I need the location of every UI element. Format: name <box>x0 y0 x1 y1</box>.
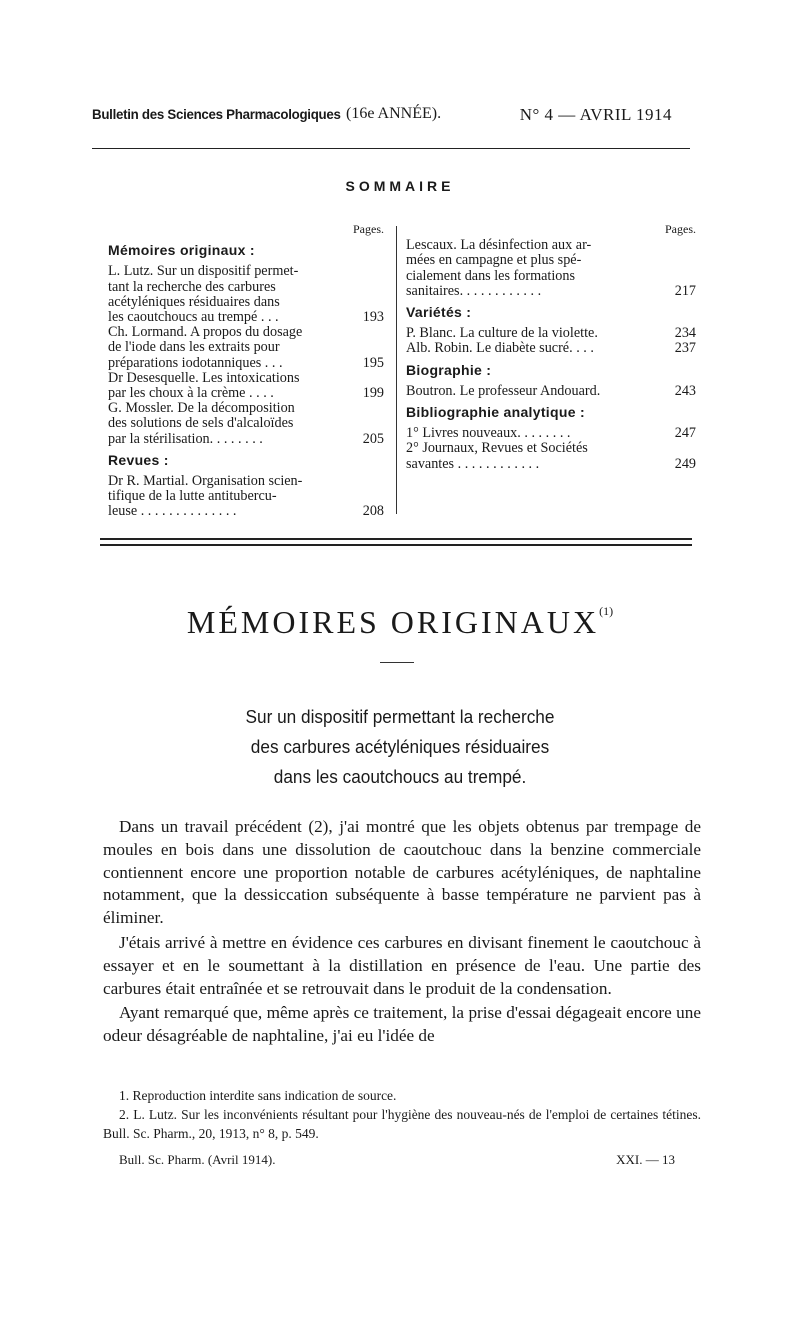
toc-entry <box>406 441 696 471</box>
toc-entry <box>108 474 384 520</box>
toc-entry-line: par la stérilisation. . . . . . . . <box>108 430 263 447</box>
toc-page-number: 237 <box>674 340 696 357</box>
toc-section-heading: Mémoires originaux : <box>108 242 255 259</box>
toc-page-number: 234 <box>674 325 696 342</box>
paragraph: J'étais arrivé à mettre en évidence ces carbures en divisant finement le caoutchouc à essayer et en le soumettant à la distillation en présence de l'eau. Une partie des carbures était entraînée et se retrouvait dans le produit de la condensation. <box>103 932 701 998</box>
journal-title: Bulletin des Sciences Pharmacologiques <box>92 106 341 122</box>
toc-entry-line: des solutions de sels d'alcaloïdes <box>108 415 294 432</box>
toc-section-heading: Bibliographie analytique : <box>406 404 585 421</box>
toc-entry-line: les caoutchoucs au trempé . . . <box>108 309 279 326</box>
toc-page-number: 249 <box>674 455 696 472</box>
toc-entry <box>108 371 384 401</box>
toc-entry <box>406 384 696 399</box>
toc-entry-line: cialement dans les formations <box>406 267 576 284</box>
toc-page-number: 199 <box>362 385 384 402</box>
issue-number: N° 4 — AVRIL 1914 <box>519 105 672 124</box>
subtitle-line: dans les caoutchoucs au trempé. <box>273 766 527 787</box>
toc-entry <box>108 401 384 447</box>
toc-entry <box>406 341 696 356</box>
toc-page-number: 243 <box>674 382 696 399</box>
journal-year: (16e ANNÉE). <box>346 105 442 122</box>
article-subtitle <box>28 702 772 792</box>
toc-page-number: 217 <box>674 282 696 299</box>
toc-entry-line: leuse . . . . . . . . . . . . . . <box>108 503 237 520</box>
toc-right-column <box>406 222 696 472</box>
toc-entry-line: Dr Desesquelle. Les intoxications <box>108 369 300 386</box>
toc-entry-line: L. Lutz. Sur un dispositif permet- <box>108 263 299 280</box>
footnote: 2. L. Lutz. Sur les inconvénients résultant pour l'hygiène des nouveau-nés de l'emploi de certaines tétines. Bull. Sc. Pharm., 20, 1913, n° 8, p. 549. <box>103 1107 701 1141</box>
toc-entry-line: Lescaux. La désinfection aux ar- <box>406 237 592 254</box>
toc-entry <box>406 426 696 441</box>
running-header <box>92 106 672 134</box>
toc-left-column <box>108 222 384 520</box>
toc-entry-line: par les choux à la crème . . . . <box>108 385 274 402</box>
toc-section-heading: Revues : <box>108 451 169 468</box>
section-rule <box>100 538 692 540</box>
footer-page-number: XXI. — 13 <box>616 1152 675 1167</box>
toc-entry-line: acétyléniques résiduaires dans <box>108 293 280 310</box>
toc-entry <box>108 264 384 325</box>
subtitle-line: des carbures acétyléniques résiduaires <box>250 736 550 757</box>
toc-entry-line: tifique de la lutte antitubercu- <box>108 488 277 505</box>
sommaire-heading: SOMMAIRE <box>345 178 455 194</box>
footnotes <box>103 1086 701 1143</box>
subtitle-line: Sur un dispositif permettant la recherche <box>245 706 555 727</box>
toc-entry-line: préparations iodotanniques . . . <box>108 354 283 371</box>
section-title-note: (1) <box>599 604 614 618</box>
toc-entry-line: sanitaires. . . . . . . . . . . . <box>406 282 542 299</box>
toc-entry-line: tant la recherche des carbures <box>108 278 276 295</box>
section-title <box>0 604 800 641</box>
pages-label: Pages. <box>353 222 384 236</box>
pages-label: Pages. <box>665 222 696 236</box>
toc-section-heading: Variétés : <box>406 304 472 321</box>
toc-page-number: 195 <box>362 354 384 371</box>
toc-entry-line: Alb. Robin. Le diabète sucré. . . . <box>406 340 594 357</box>
toc-entry <box>406 238 696 299</box>
header-rule <box>92 148 690 149</box>
toc-entry-line: Dr R. Martial. Organisation scien- <box>108 473 303 490</box>
toc-page-number: 193 <box>362 309 384 326</box>
toc-entry-line: P. Blanc. La culture de la violette. <box>406 325 598 342</box>
footnote: 1. Reproduction interdite sans indication de source. <box>119 1088 397 1103</box>
toc-entry <box>406 326 696 341</box>
toc-section-heading: Biographie : <box>406 361 492 378</box>
section-title-text: MÉMOIRES ORIGINAUX <box>186 604 600 640</box>
toc-entry-line: 2° Journaux, Revues et Sociétés <box>406 440 588 457</box>
section-rule <box>100 544 692 546</box>
paragraph: Ayant remarqué que, même après ce traitement, la prise d'essai dégageait encore une odeur désagréable de naphtaline, j'ai eu l'idée de <box>103 1003 701 1046</box>
footer-citation: Bull. Sc. Pharm. (Avril 1914). <box>119 1152 276 1167</box>
toc-page-number: 247 <box>674 425 696 442</box>
paragraph: Dans un travail précédent (2), j'ai montré que les objets obtenus par trempage de moules en bois dans une dissolution de caoutchouc dans la benzine commerciale contiennent encore une proportion notable de carbures acétyléniques, de naphtaline notamment, que la dessiccation subséquente à basse température ne parvient pas à éliminer. <box>103 817 701 928</box>
toc-entry-line: Ch. Lormand. A propos du dosage <box>108 324 303 341</box>
article-body <box>103 816 701 1048</box>
toc-entry-line: G. Mossler. De la décomposition <box>108 400 295 417</box>
toc-entry-line: Boutron. Le professeur Andouard. <box>406 382 601 399</box>
toc-page-number: 208 <box>362 503 384 520</box>
toc-entry-line: savantes . . . . . . . . . . . . <box>406 455 540 472</box>
toc-divider <box>396 226 397 514</box>
toc-entry-line: de l'iode dans les extraits pour <box>108 339 280 356</box>
toc-entry-line: mées en campagne et plus spé- <box>406 252 582 269</box>
toc-entry-line: 1° Livres nouveaux. . . . . . . . <box>406 425 571 442</box>
toc-page-number: 205 <box>362 430 384 447</box>
title-rule <box>380 662 414 663</box>
toc-entry <box>108 325 384 371</box>
